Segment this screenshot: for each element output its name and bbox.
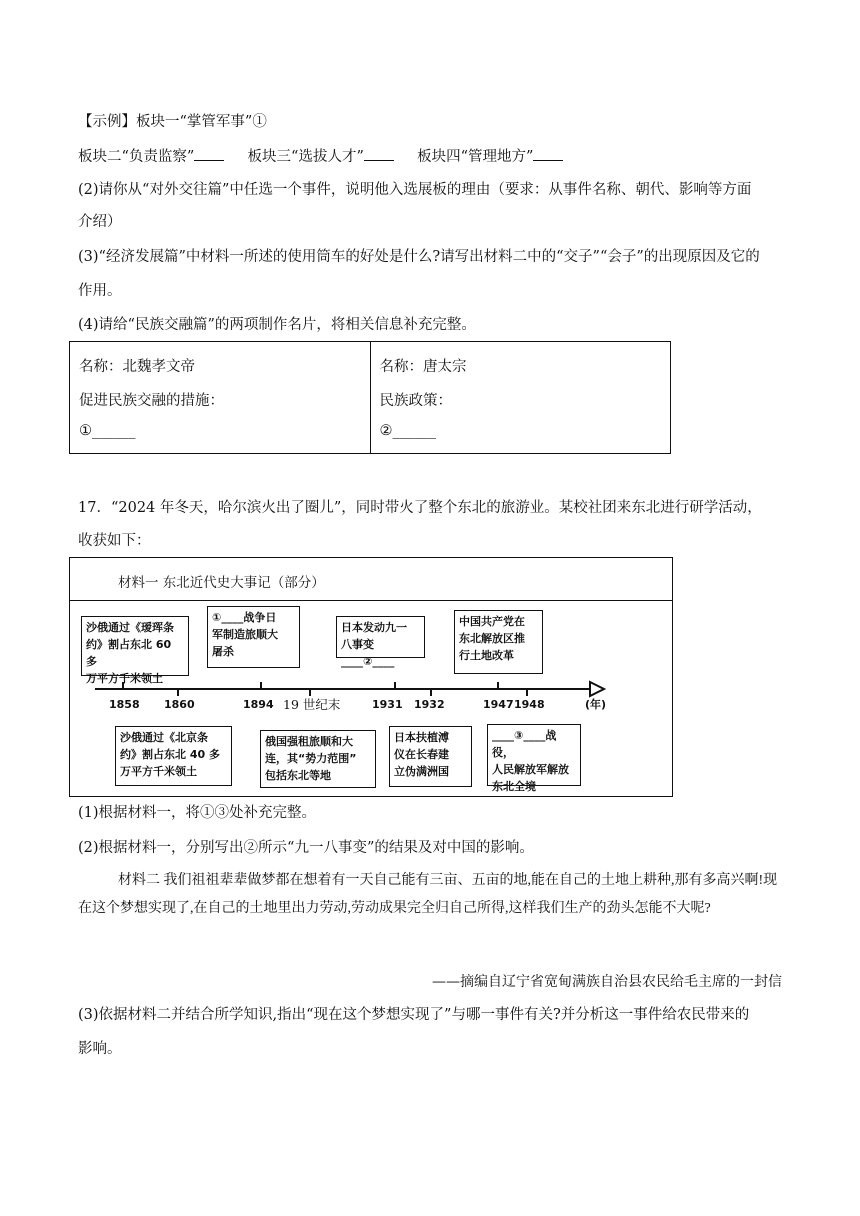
block-4-label: 板块四“管理地方” (417, 149, 534, 165)
question-17-3-line-2: 影响。 (78, 1041, 122, 1057)
event-manchukuo: 日本扶植溥 仪在长春建 立伪满洲国 (389, 726, 472, 787)
axis-unit: (年) (585, 698, 607, 711)
question-17-1: (1)根据材料一，将①③处补充完整。 (78, 805, 317, 821)
block-4-blank (533, 146, 563, 161)
event-liaoshen-campaign: ____③____战役， 人民解放军解放 东北全境 (487, 724, 581, 786)
name-card-table (69, 341, 671, 454)
card-right-label: 民族政策： (379, 393, 452, 409)
question-3-line-2: 作用。 (78, 283, 122, 299)
year-1858: 1858 (109, 698, 140, 711)
block-3-blank (364, 146, 394, 161)
question-17-2: (2)根据材料一，分别写出②所示“九一八事变”的结果及对中国的影响。 (78, 840, 534, 856)
axis-arrow (590, 682, 604, 696)
year-1860: 1860 (164, 698, 195, 711)
material-2 (78, 867, 784, 923)
year-1948: 1948 (514, 698, 545, 711)
material-2-text: 材料二 我们祖祖辈辈做梦都在想着有一天自己能有三亩、五亩的地,能在自己的土地上耕种,那有多高兴啊!现在这个梦想实现了,在自己的土地里出力劳动,劳动成果完全归自己所得,这样我们生产的劲头怎能不大呢? (78, 873, 778, 916)
blocks-line (78, 146, 563, 167)
question-17-line-2: 收获如下： (78, 533, 151, 549)
block-2-blank (194, 146, 224, 161)
question-17-3-line-1: (3)依据材料二并结合所学知识,指出“现在这个梦想实现了”与哪一事件有关?并分析这一事件给农民带来的 (78, 1007, 750, 1023)
card-right-blank: ②______ (379, 423, 436, 439)
question-4-line: (4)请给“民族交融篇”的两项制作名片，将相关信息补充完整。 (78, 317, 476, 333)
card-right-name: 名称：唐太宗 (379, 359, 467, 375)
material-2-source: ——摘编自辽宁省宽甸满族自治县农民给毛主席的一封信 (432, 974, 782, 990)
event-lushun-massacre: ①____战争日 军制造旅顺大 屠杀 (207, 606, 300, 668)
question-2-line-2: 介绍） (78, 214, 122, 230)
event-918-incident: 日本发动九一 八事变____②____ (336, 616, 425, 658)
event-aigun-treaty: 沙俄通过《瑷珲条 约》割占东北 60 多 万平方千米领土 (81, 616, 189, 676)
card-right (370, 342, 671, 454)
year-1947: 1947 (483, 698, 514, 711)
event-land-reform: 中国共产党在 东北解放区推 行土地改革 (454, 610, 543, 674)
card-left-label: 促进民族交融的措施： (79, 393, 224, 409)
card-left (70, 342, 371, 454)
block-3-label: 板块三“选拔人才” (247, 149, 364, 165)
card-left-blank: ①______ (79, 423, 136, 439)
year-1931: 1931 (372, 698, 403, 711)
example-line: 【示例】板块一“掌管军事”① (78, 114, 267, 130)
timeline-figure (69, 557, 673, 797)
card-left-name: 名称：北魏孝文帝 (79, 359, 195, 375)
question-2-line-1: (2)请你从“对外交往篇”中任选一个事件，说明他入选展板的理由（要求：从事件名称、朝代、影响等方面 (78, 182, 752, 198)
year-1894: 1894 (243, 698, 274, 711)
figure-title: 材料一 东北近代史大事记（部分） (118, 575, 325, 591)
question-3-line-1: (3)“经济发展篇”中材料一所述的使用筒车的好处是什么?请写出材料二中的“交子”“会子”的出现原因及它的 (78, 249, 760, 265)
question-17-line-1: 17．“2024 年冬天，哈尔滨火出了圈儿”，同时带火了整个东北的旅游业。某校社团来东北进行研学活动， (78, 500, 762, 516)
year-19c-end: 19 世纪末 (283, 697, 341, 712)
block-2-label: 板块二“负责监察” (78, 149, 195, 165)
year-1932: 1932 (414, 698, 445, 711)
event-beijing-treaty: 沙俄通过《北京条 约》割占东北 40 多 万平方千米领土 (115, 726, 232, 786)
event-lease-lushun-dalian: 俄国强租旅顺和大 连，其“势力范围” 包括东北等地 (260, 730, 376, 788)
